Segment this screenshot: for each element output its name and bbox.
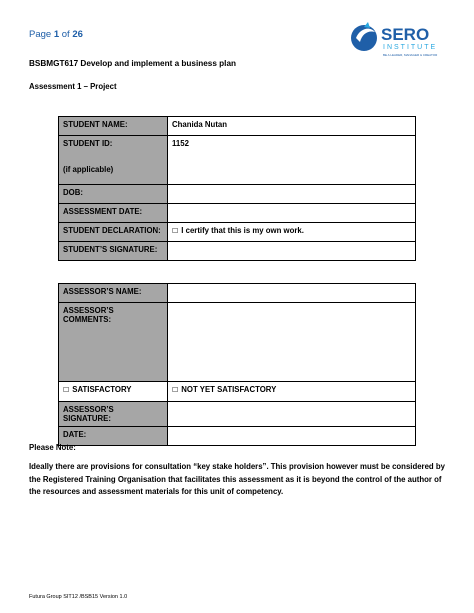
checkbox-icon[interactable]: ☐ [63,386,70,394]
student-declaration-label: STUDENT DECLARATION: [59,223,168,242]
student-details-table [58,116,416,261]
dob-value[interactable] [168,185,416,204]
student-id-value[interactable]: 1152 [168,136,416,185]
checkbox-icon[interactable]: ☐ [172,386,179,394]
assessment-date-value[interactable] [168,204,416,223]
student-declaration-value[interactable]: ☐ I certify that this is my own work. [168,223,416,242]
logo-tagline: BE A LEADER, MANAGER & CREATOR [383,53,438,57]
note-text: Ideally there are provisions for consultation “key stake holders”. This provision however must be considered by the Registered Training Organisation that facilitates this assessment as it is beyond the control of the author of the resources and assessment materials for this unit of competency. [29,462,445,496]
document-title: BSBMGT617 Develop and implement a business plan [29,59,237,68]
student-id-label: STUDENT ID: (if applicable) [59,136,168,185]
footer: Futura Group SIT12 /BSB15 Version 1.0 [29,594,128,600]
assessor-comments-value[interactable] [168,303,416,382]
page-counter: Page 1 of 26 [29,29,83,40]
assessor-name-value[interactable] [168,284,416,303]
assessor-date-value[interactable] [168,427,416,446]
assessment-date-label: ASSESSMENT DATE: [59,204,168,223]
assessment-heading: Assessment 1 – Project [29,82,117,91]
student-name-value[interactable]: Chanida Nutan [168,117,416,136]
student-signature-label: STUDENT’S SIGNATURE: [59,242,168,261]
satisfactory-option[interactable]: ☐ SATISFACTORY [59,382,168,402]
logo-sub: INSTITUTE [383,44,438,51]
assessor-name-label: ASSESSOR’S NAME: [59,284,168,303]
dob-label: DOB: [59,185,168,204]
not-satisfactory-option[interactable]: ☐ NOT YET SATISFACTORY [168,382,416,402]
sero-institute-logo [350,18,450,62]
student-signature-value[interactable] [168,242,416,261]
student-name-label: STUDENT NAME: [59,117,168,136]
logo-name: SERO [381,25,430,44]
assessor-details-table [58,283,416,446]
assessor-date-label: DATE: [59,427,168,446]
checkbox-icon[interactable]: ☐ [172,227,179,235]
assessor-signature-value[interactable] [168,402,416,427]
assessor-signature-label: ASSESSOR’S SIGNATURE: [59,402,168,427]
assessor-comments-label: ASSESSOR’S COMMENTS: [59,303,168,382]
note-heading: Please Note: [29,443,76,452]
